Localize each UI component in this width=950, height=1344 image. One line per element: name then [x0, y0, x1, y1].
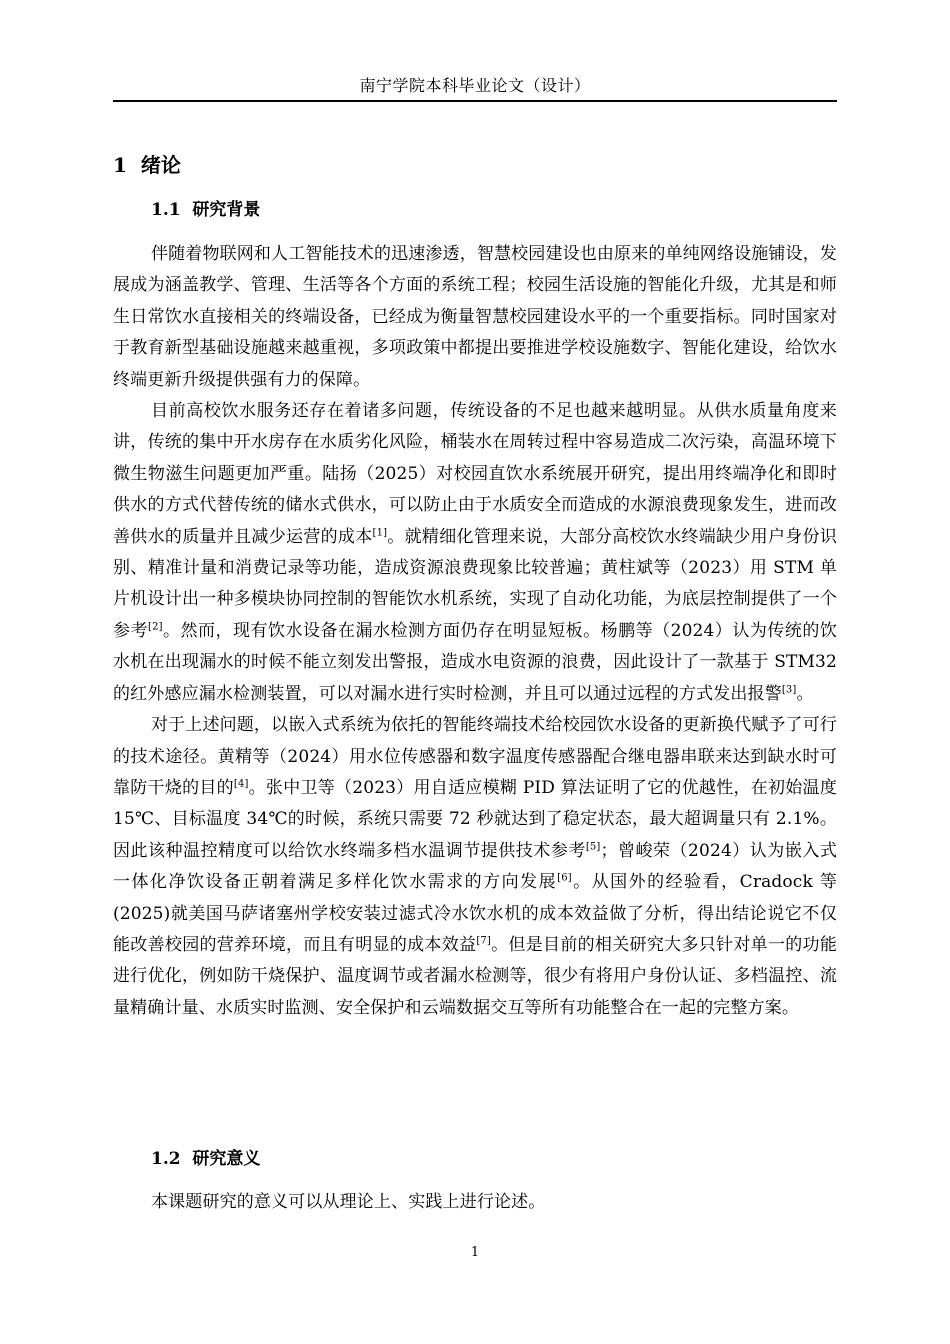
citation-5: [5] [585, 841, 601, 853]
page-number: 1 [470, 1245, 480, 1260]
section-heading-1-2 [151, 1146, 260, 1172]
citation-1: [1] [372, 527, 388, 538]
chapter-title: 绪论 [140, 153, 181, 177]
paragraph-text: ；曾峻荣（2024）认为嵌入式一体化净饮设备正朝着满足多样化饮水需求的方向发展 [113, 840, 837, 893]
citation-7: [7] [476, 935, 491, 947]
paragraph-text: 目前高校饮水服务还存在着诸多问题，传统设备的不足也越来越明显。从供水质量角度来讲，传统的集中开水房存在水质劣化风险，桶装水在周转过程中容易造成二次污染，高温环境下微生物滋生问题更加严重。陆扬（2025）对校园直饮水系统展开研究，提出用终端净化和即时供水的方式代替传统的储水式供水，可以防止由于水质安全而造成的水源浪费现象发生，进而改善供水的质量并且减少运营的成本 [113, 401, 837, 547]
citation-6: [6] [557, 872, 572, 884]
paragraph-text: 。但是目前的相关研究大多只针对单一的功能进行优化，例如防干烧保护、温度调节或者漏水检测等，很少有将用户身份认证、多档温控、流量精确计量、水质实时监测、安全保护和云端数据交互等所有功能整合在一起的完整方案。 [113, 934, 838, 1018]
section-title: 研究背景 [192, 200, 261, 220]
section-number: 1.2 [151, 1149, 181, 1169]
citation-2: [2] [148, 621, 163, 633]
header-rule [113, 100, 837, 102]
paragraph-text: 对于上述问题，以嵌入式系统为依托的智能终端技术给校园饮水设备的更新换代赋予了可行的技术途径。黄精等（2024）用水位传感器和数字温度传感器配合继电器串联来达到缺水时可靠防干烧的目的 [113, 715, 837, 798]
section-number: 1.1 [151, 200, 181, 220]
section-1-1-body [113, 239, 837, 1024]
section-heading-1-1 [151, 197, 260, 223]
paragraph-4: 本课题研究的意义可以从理论上、实践上进行论述。 [151, 1192, 546, 1212]
chapter-number: 1 [113, 153, 127, 177]
citation-4: [4] [233, 778, 249, 790]
section-title: 研究意义 [192, 1149, 261, 1169]
paragraph-text: 。然而，现有饮水设备在漏水检测方面仍存在明显短板。杨鹏等（2024）认为传统的饮水机在出现漏水的时候不能立刻发出警报，造成水电资源的浪费，因此设计了一款基于 STM32 的红外感应漏水检测装置，可以对漏水进行实时检测，并且可以通过远程的方式发出报警 [113, 620, 837, 704]
running-header: 南宁学院本科毕业论文（设计） [359, 76, 591, 95]
paragraph-3 [113, 710, 837, 1024]
paragraph-text: 。从国外的经验看，Cradock 等(2025)就美国马萨诸塞州学校安装过滤式冷水饮水机的成本效益做了分析，得出结论说它不仅能改善校园的营养环境，而且有明显的成本效益 [113, 872, 837, 955]
chapter-heading [113, 150, 181, 180]
paragraph-text: 。 [796, 683, 814, 704]
paragraph-2 [113, 396, 837, 710]
paragraph-text: 。张中卫等（2023）用自适应模糊 PID 算法证明了它的优越性，在初始温度 15℃、目标温度 34℃的时候，系统只需要 72 秒就达到了稳定状态，最大超调量只有 2.1%。因此该种温控精度可以给饮水终端多档水温调节提供技术参考 [113, 777, 837, 861]
paragraph-text: 。就精细化管理来说，大部分高校饮水终端缺少用户身份识别、精准计量和消费记录等功能，造成资源浪费现象比较普遍；黄柱斌等（2023）用 STM 单片机设计出一种多模块协同控制的智能饮水机系统，实现了自动化功能，为底层控制提供了一个参考 [113, 526, 837, 641]
citation-3: [3] [781, 684, 797, 696]
section-1-2-body [113, 1187, 837, 1218]
paragraph-1: 伴随着物联网和人工智能技术的迅速渗透，智慧校园建设也由原来的单纯网络设施铺设，发展成为涵盖教学、管理、生活等各个方面的系统工程；校园生活设施的智能化升级，尤其是和师生日常饮水直接相关的终端设备，已经成为衡量智慧校园建设水平的一个重要指标。同时国家对于教育新型基础设施越来越重视，多项政策中都提出要推进学校设施数字、智能化建设，给饮水终端更新升级提供强有力的保障。 [113, 244, 837, 390]
